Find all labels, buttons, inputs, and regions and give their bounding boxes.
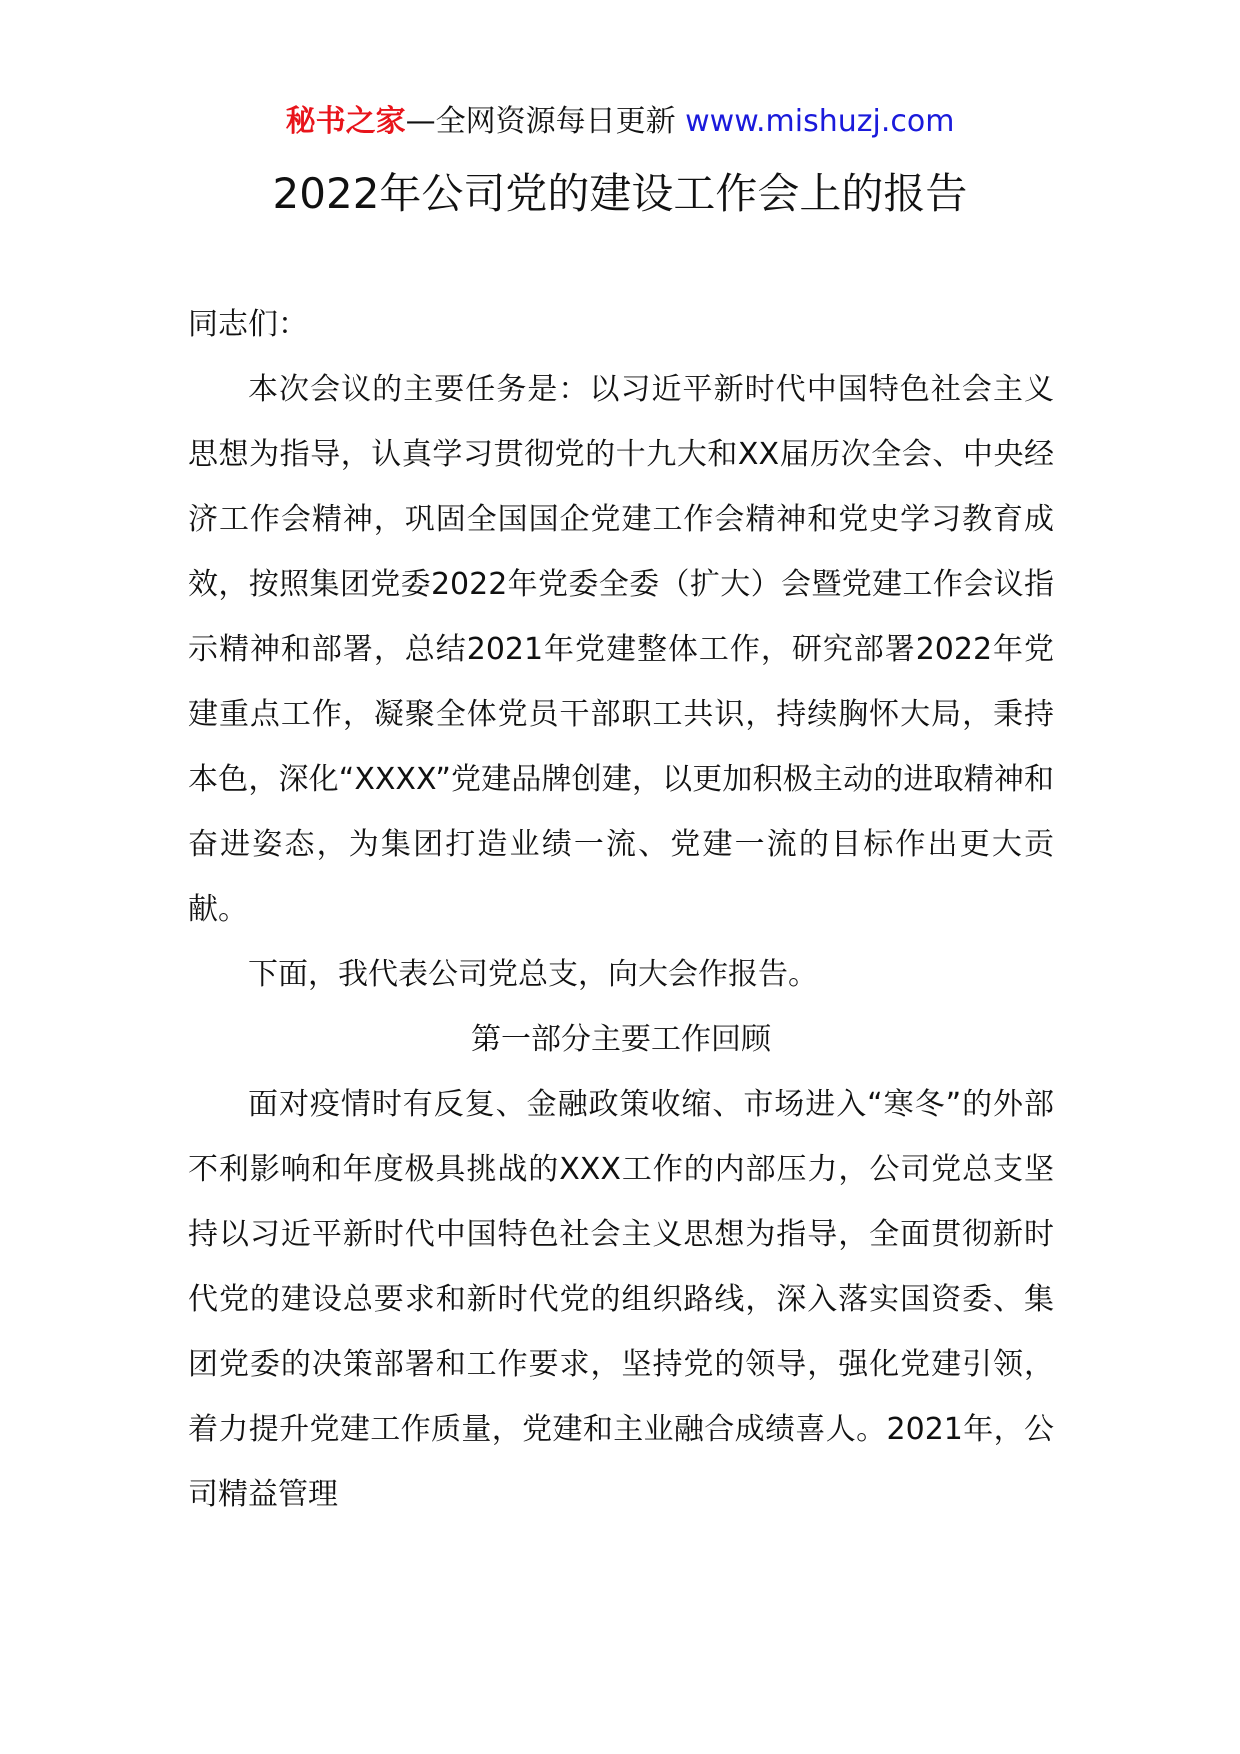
section-heading: 第一部分主要工作回顾 <box>471 1022 771 1057</box>
document-title: 2022年公司党的建设工作会上的报告 <box>272 169 968 218</box>
brand-name: 秘书之家 <box>285 104 406 139</box>
banner-tagline: —全网资源每日更新 <box>405 104 686 139</box>
paragraph-review: 面对疫情时有反复、金融政策收缩、市场进入“寒冬”的外部不利影响和年度极具挑战的XXX工作的内部压力，公司党总支坚持以习近平新时代中国特色社会主义思想为指导，全面贯彻新时代党的建设总要求和新时代党的组织路线，深入落实国资委、集团党委的决策部署和工作要求，坚持党的领导，强化党建引领，着力提升党建工作质量，党建和主业融合成绩喜人。2021年，公司精益管理 <box>188 1087 1054 1512</box>
website-link[interactable]: www.mishuzj.com <box>685 104 955 139</box>
salutation: 同志们： <box>188 307 308 342</box>
document-body <box>188 292 1054 1527</box>
paragraph-report-statement: 下面，我代表公司党总支，向大会作报告。 <box>248 957 818 992</box>
header-banner <box>0 100 1240 144</box>
paragraph-intro: 本次会议的主要任务是：以习近平新时代中国特色社会主义思想为指导，认真学习贯彻党的十九大和XX届历次全会、中央经济工作会精神，巩固全国国企党建工作会精神和党史学习教育成效，按照集团党委2022年党委全委（扩大）会暨党建工作会议指示精神和部署，总结2021年党建整体工作，研究部署2022年党建重点工作，凝聚全体党员干部职工共识，持续胸怀大局，秉持本色，深化“XXXX”党建品牌创建，以更加积极主动的进取精神和奋进姿态，为集团打造业绩一流、党建一流的目标作出更大贡献。 <box>188 372 1054 927</box>
